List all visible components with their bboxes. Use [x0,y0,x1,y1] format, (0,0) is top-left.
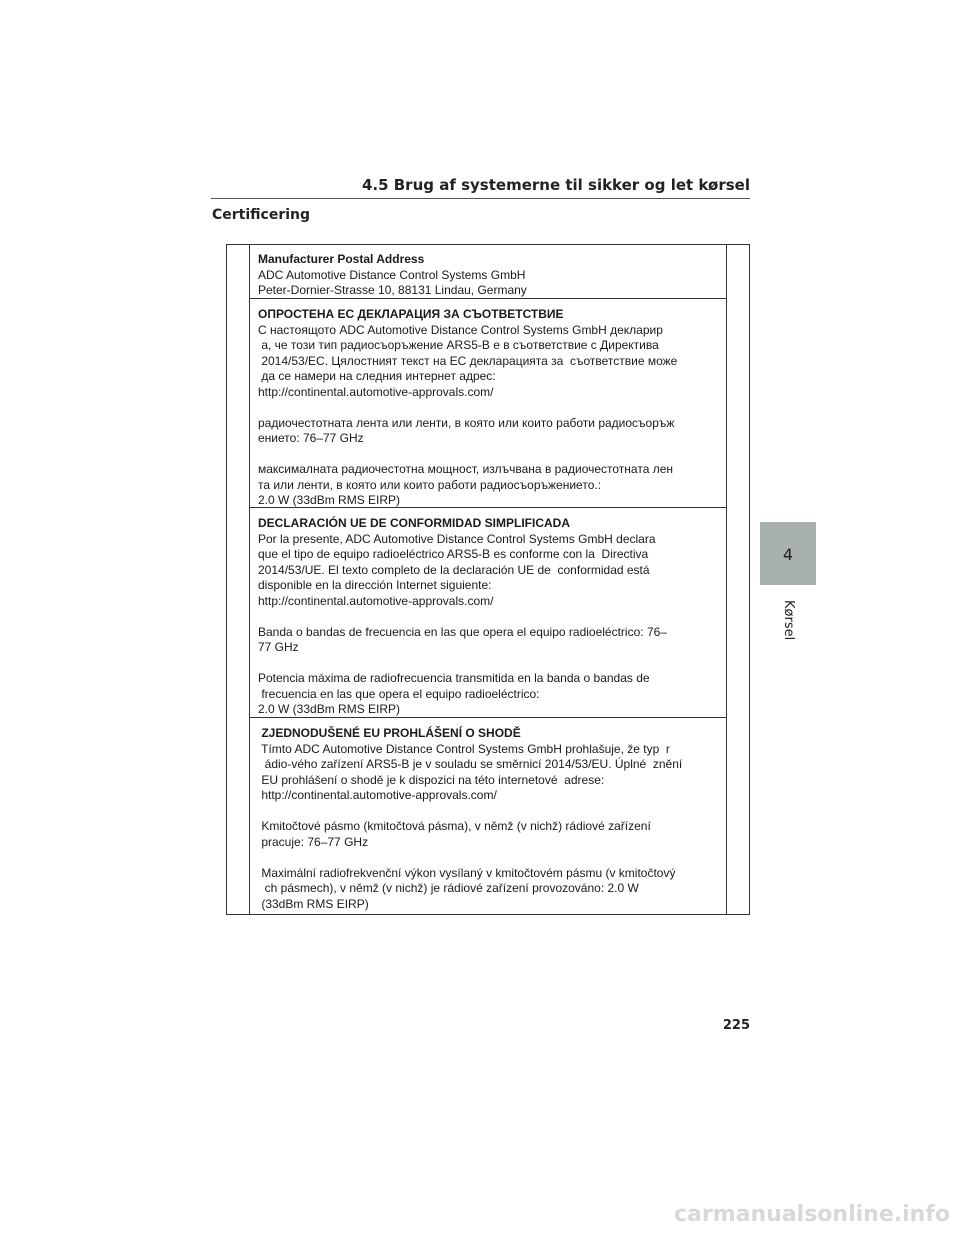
block-line: ението: 76–77 GHz [258,431,364,445]
block-line: максималната радиочестотна мощност, излъчвана в радиочестотната лен [258,462,674,476]
paragraph-gap [258,850,720,866]
block-line: ch pásmech), v němž (v nichž) je rádiové zařízení provozováno: 2.0 W [258,881,639,895]
block-line: Kmitočtové pásmo (kmitočtová pásma), v němž (v nichž) rádiové zařízení [258,819,651,833]
block-line: http://continental.automotive-approvals.com/ [258,593,494,608]
block-heading: ОПРОСТЕНА ЕС ДЕКЛАРАЦИЯ ЗА СЪОТВЕТСТВИЕ [258,307,564,321]
block-line: Peter-Dornier-Strasse 10, 88131 Lindau, Germany [258,283,527,297]
paragraph-gap [258,804,720,820]
block-line: 2014/53/ЕС. Цялостният текст на ЕС декларацията за съответствие може [258,353,678,368]
block-heading: Manufacturer Postal Address [258,252,425,266]
running-header: 4.5 Brug af systemerne til sikker og let kørsel [361,176,750,194]
block-line: а, че този тип радиосъоръжение ARS5-B е в съответствие с Директива [258,338,659,352]
block-line: Banda o bandas de frecuencia en las que opera el equipo radioeléctrico: 76– [258,624,667,639]
block-line: Potencia máxima de radiofrecuencia transmitida en la banda o bandas de [258,671,650,685]
chapter-number: 4 [782,545,794,564]
block-line: 2.0 W (33dBm RMS EIRP) [258,702,401,716]
block-line: 77 GHz [258,640,299,654]
certification-table [249,244,727,915]
block-declaration-cs [250,717,726,912]
block-declaration-bg [250,298,726,509]
block-line: http://continental.automotive-approvals.com/ [258,384,494,399]
block-line: да се намери на следния интернет адрес: [258,369,496,383]
block-line: ádio-vého zařízení ARS5-B je v souladu se směrnicí 2014/53/EU. Úplné znění [258,757,683,771]
paragraph-gap [258,400,720,416]
block-line: que el tipo de equipo radioeléctrico ARS5-B es conforme con la Directiva [258,547,649,561]
paragraph-gap [258,447,720,463]
block-line: http://continental.automotive-approvals.com/ [258,788,497,802]
block-line: 2014/53/UE. El texto completo de la declaración UE de conformidad está [258,562,650,577]
block-line: С настоящото ADC Automotive Distance Control Systems GmbH декларир [258,322,663,337]
block-declaration-es [250,507,726,718]
page-title: Certificering [212,207,311,223]
page-number: 225 [722,1018,750,1033]
block-line: Por la presente, ADC Automotive Distance Control Systems GmbH declara [258,531,656,546]
paragraph-gap [258,656,720,672]
block-line: радиочестотната лента или ленти, в която или които работи радиосъоръж [258,415,675,430]
watermark: carmanualsonline.info [674,1202,950,1227]
block-line: frecuencia en las que opera el equipo radioeléctrico: [258,686,540,701]
header-divider [211,198,750,199]
block-heading: DECLARACIÓN UE DE CONFORMIDAD SIMPLIFICADA [258,516,570,530]
block-line: EU prohlášení o shodě je k dispozici na této internetové adrese: [258,772,605,787]
block-line: Maximální radiofrekvenční výkon vysílaný v kmitočtovém pásmu (v kmitočtový [258,865,676,880]
block-line: Tímto ADC Automotive Distance Control Systems GmbH prohlašuje, že typ r [258,741,670,756]
block-line: 2.0 W (33dBm RMS EIRP) [258,493,401,507]
block-line: та или ленти, в която или които работи радиосъоръжението.: [258,477,602,492]
block-manufacturer-address [250,244,726,299]
block-line: disponible en la dirección Internet siguiente: [258,578,492,592]
block-line: (33dBm RMS EIRP) [258,896,369,911]
paragraph-gap [258,609,720,625]
block-line: pracuje: 76–77 GHz [258,834,369,849]
block-heading: ZJEDNODUŠENÉ EU PROHLÁŠENÍ O SHODĚ [258,726,521,740]
chapter-label: Kørsel [781,600,796,641]
block-line: ADC Automotive Distance Control Systems GmbH [258,267,526,282]
